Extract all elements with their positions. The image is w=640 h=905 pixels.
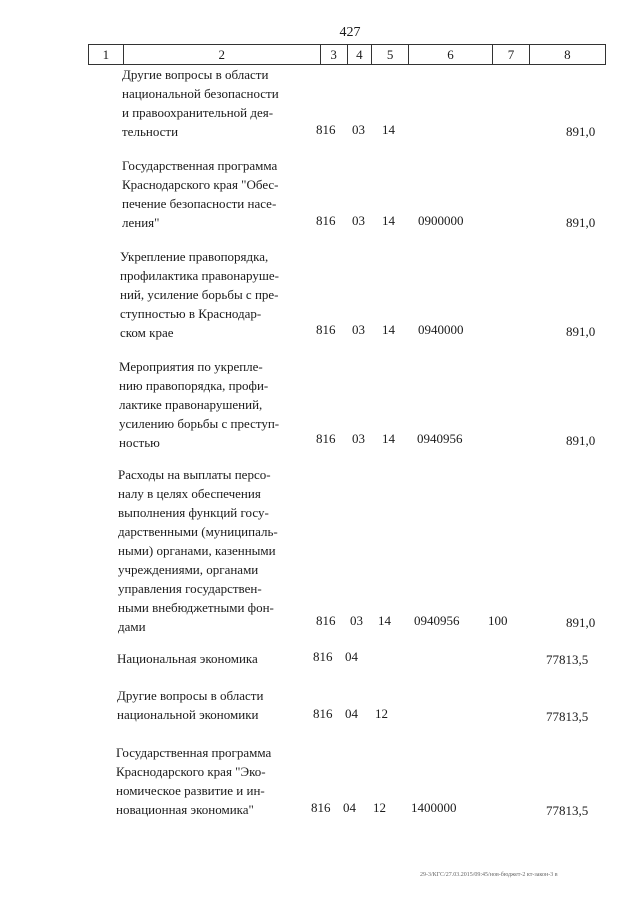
description-line: новационная экономика" [116,802,254,817]
description-line: печение безопасности насе- [122,196,277,211]
table-header-row [88,44,606,65]
description-line: Государственная программа [122,158,278,173]
description-line: профилактика правонаруше- [120,268,279,283]
description-line: ными) органами, казенными [118,543,276,558]
description-line: Укрепление правопорядка, [120,249,269,264]
header-col-7: 7 [493,45,530,64]
description-line: ными внебюджетными фон- [118,600,274,615]
row-description [119,357,310,452]
header-col-1: 1 [89,45,124,64]
description-line: Краснодарского края "Эко- [116,764,266,779]
description-line: управления государствен- [118,581,262,596]
cell-col5: 14 [382,322,395,337]
description-line: Национальная экономика [117,651,258,666]
header-col-8: 8 [564,47,571,62]
description-line: национальной экономики [117,707,259,722]
row-description [116,743,308,819]
cell-col6: 0940956 [414,613,460,628]
footer-stamp: 29-3/КГС/27.03.2015/09:45/нов-бюджет-2 кт-закон-3 в [420,872,558,878]
row-description [122,65,310,141]
cell-col8: 77813,5 [546,709,589,724]
description-line: ступностью в Краснодар- [120,306,262,321]
cell-col3: 816 [311,800,331,815]
description-line: ском крае [120,325,174,340]
cell-col3: 816 [313,649,333,664]
cell-col4: 03 [352,322,365,337]
cell-col7: 100 [488,613,508,628]
cell-col6: 1400000 [411,800,457,815]
header-col-6: 6 [409,45,493,64]
description-line: выполнения функций госу- [118,505,269,520]
row-description [120,247,310,342]
description-line: нию правопорядка, профи- [119,378,269,393]
cell-col4: 03 [350,613,363,628]
description-line: ления" [122,215,160,230]
description-line: Расходы на выплаты персо- [118,467,271,482]
description-line: Другие вопросы в области [117,688,264,703]
description-line: Мероприятия по укрепле- [119,359,263,374]
header-col-5: 5 [372,45,409,64]
cell-col4: 03 [352,213,365,228]
row-description [117,686,309,724]
description-line: Краснодарского края "Обес- [122,177,279,192]
cell-col5: 14 [382,213,395,228]
description-line: номическое развитие и ин- [116,783,265,798]
cell-col4: 04 [343,800,356,815]
cell-col3: 816 [316,431,336,446]
cell-col8: 891,0 [566,433,596,448]
description-line: ностью [119,435,160,450]
cell-col4: 03 [352,122,365,137]
row-description [118,465,310,636]
cell-col6: 0940956 [417,431,463,446]
cell-col6: 0900000 [418,213,464,228]
cell-col4: 04 [345,649,358,664]
cell-col8: 77813,5 [546,652,589,667]
cell-col3: 816 [316,613,336,628]
cell-col4: 04 [345,706,358,721]
cell-col3: 816 [316,122,336,137]
description-line: налу в целях обеспечения [118,486,261,501]
page-number: 427 [339,25,361,40]
description-line: Государственная программа [116,745,272,760]
header-col-2: 2 [124,45,321,64]
cell-col8: 891,0 [566,215,596,230]
cell-col8: 891,0 [566,324,596,339]
cell-col5: 14 [382,431,395,446]
cell-col5: 12 [373,800,386,815]
row-description [122,156,310,232]
cell-col8: 891,0 [566,615,596,630]
cell-col8: 891,0 [566,124,596,139]
description-line: дами [118,619,146,634]
description-line: и правоохранительной дея- [122,105,274,120]
header-col-4: 4 [348,45,373,64]
description-line: тельности [122,124,179,139]
description-line: ний, усиление борьбы с пре- [120,287,279,302]
cell-col3: 816 [316,213,336,228]
header-col-3: 3 [321,45,348,64]
cell-col6: 0940000 [418,322,464,337]
cell-col5: 14 [378,613,391,628]
cell-col3: 816 [316,322,336,337]
row-description [117,649,309,668]
description-line: дарственными (муниципаль- [118,524,278,539]
description-line: усилению борьбы с преступ- [119,416,280,431]
description-line: лактике правонарушений, [119,397,263,412]
cell-col8: 77813,5 [546,803,589,818]
description-line: учреждениями, органами [118,562,259,577]
cell-col5: 12 [375,706,388,721]
description-line: национальной безопасности [122,86,279,101]
description-line: Другие вопросы в области [122,67,269,82]
cell-col5: 14 [382,122,395,137]
cell-col4: 03 [352,431,365,446]
cell-col3: 816 [313,706,333,721]
